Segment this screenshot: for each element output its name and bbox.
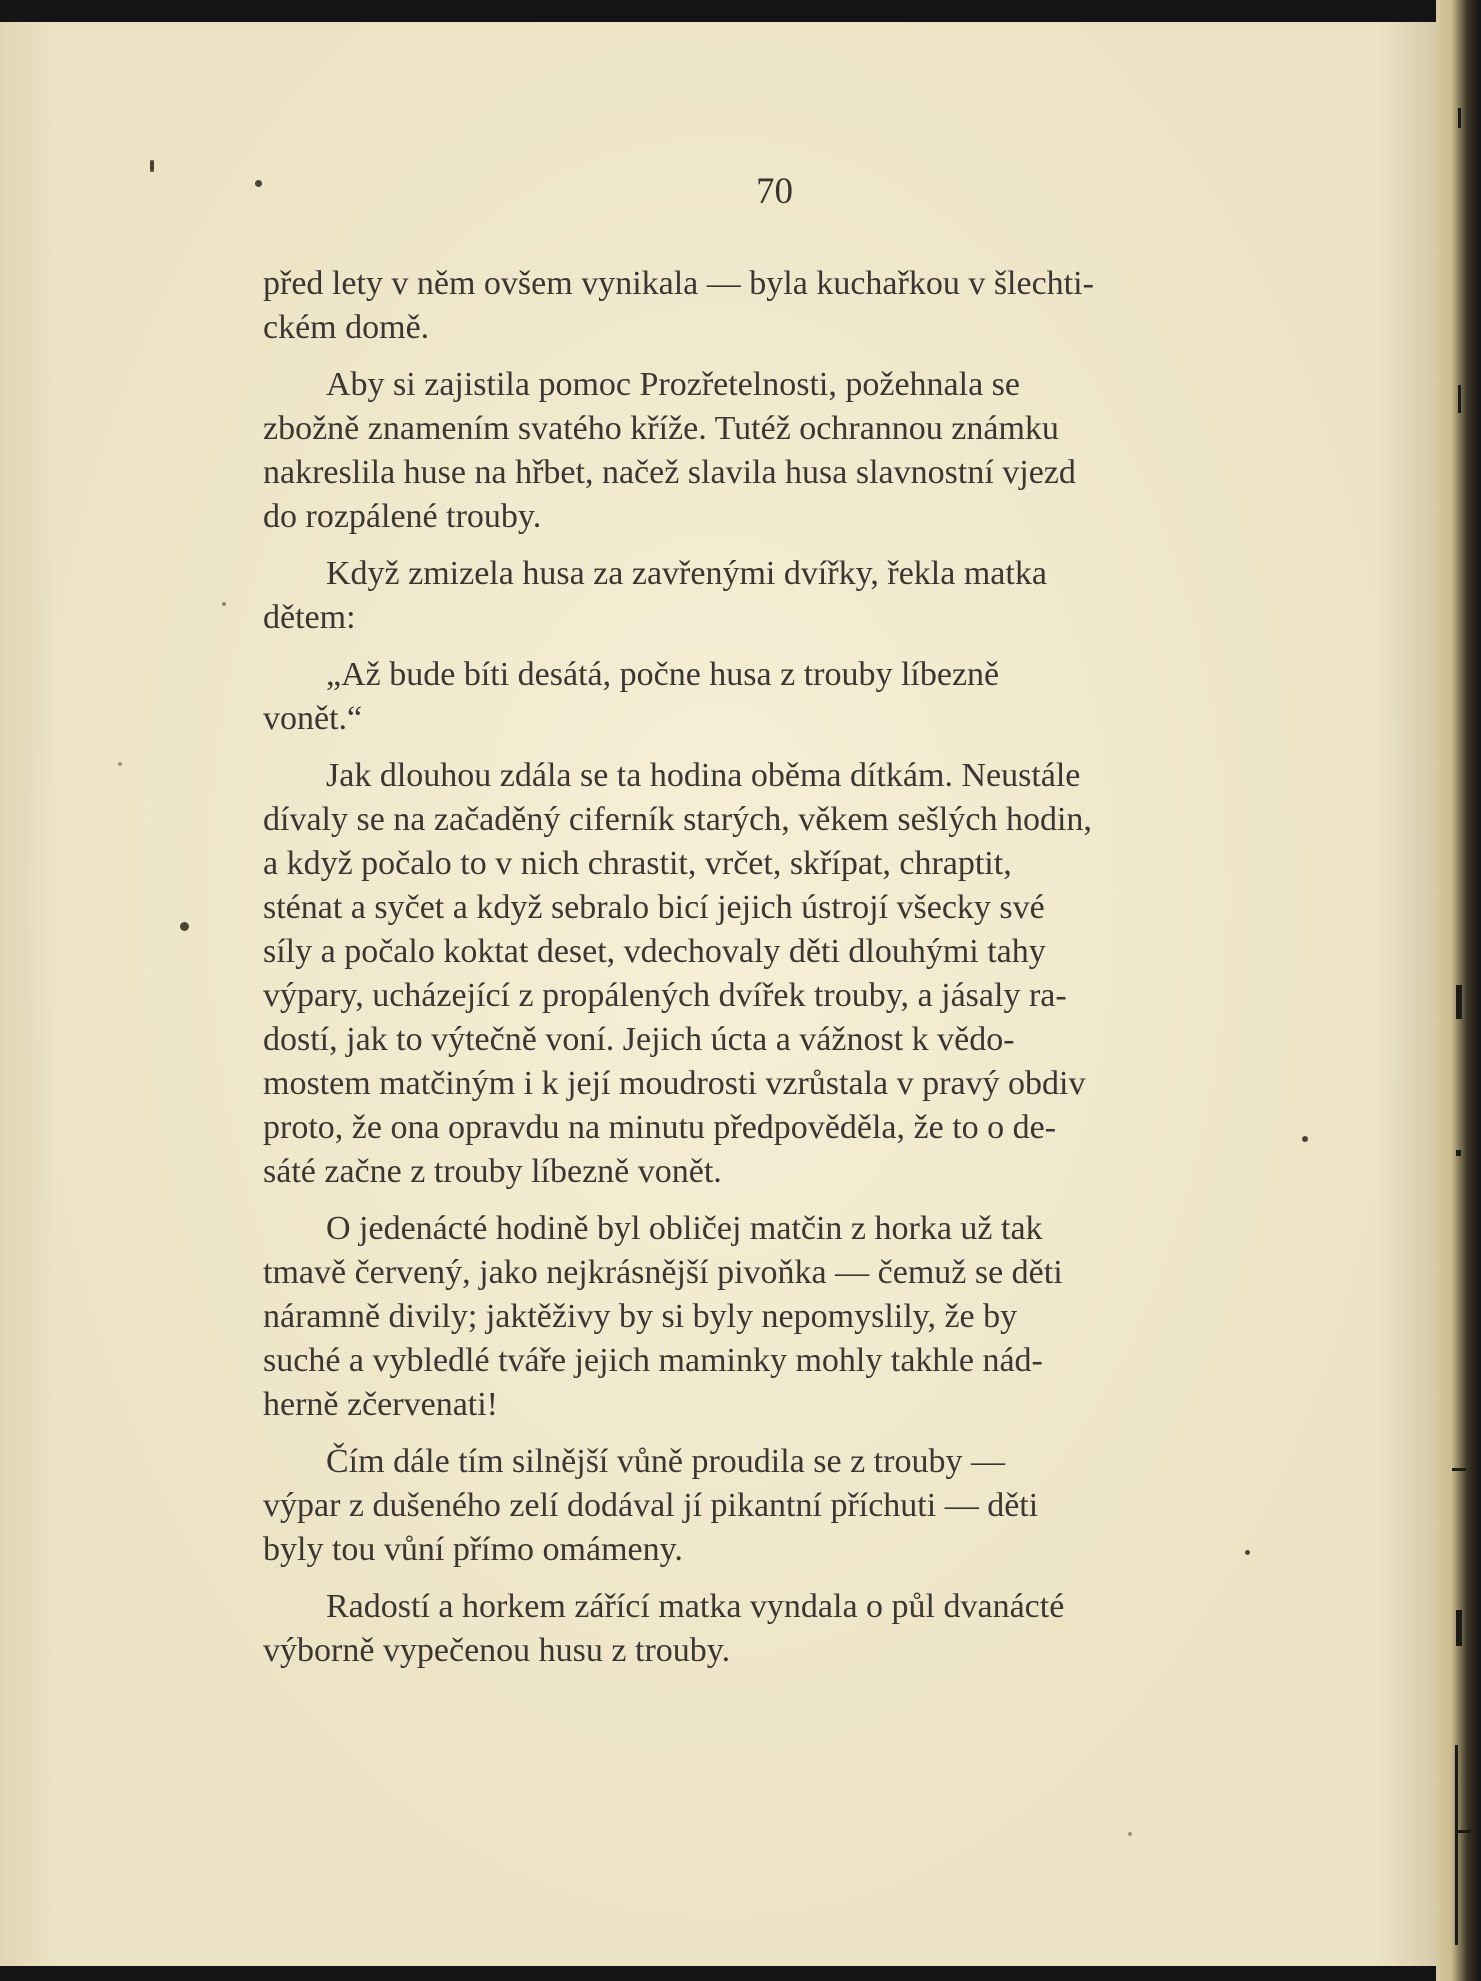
spine-mark (1455, 1745, 1458, 1945)
scan-speck (1302, 1136, 1308, 1142)
spine-mark (1455, 1830, 1471, 1833)
scan-speck (255, 180, 262, 187)
scan-speck (180, 922, 189, 931)
scan-speck (1128, 1832, 1132, 1836)
spine-mark (1458, 385, 1461, 413)
paragraph-3: Když zmizela husa za zavřenými dvířky, řekla matka dětem: (263, 555, 1047, 636)
paragraph-8: Radostí a horkem zářící matka vyndala o půl dvanácté výborně vypečenou husu z trouby. (263, 1588, 1065, 1669)
paragraph-4: „Až bude bíti desátá, počne husa z trouby líbezně vonět.“ (263, 656, 1000, 737)
book-spine-edge (1436, 0, 1481, 1981)
body-text (263, 262, 1283, 1686)
spine-mark (1456, 985, 1462, 1019)
scan-speck (1245, 1550, 1250, 1555)
spine-mark (1452, 1468, 1466, 1471)
paragraph-5: Jak dlouhou zdála se ta hodina oběma dítkám. Neustále dívaly se na začaděný ciferník starých, věkem sešlých hodin, a když počalo to v nich chrastit, vrčet, skřípat, chraptit, sténat a syčet a když sebralo bicí jejich ústrojí všecky své síly a počalo koktat deset, vdechovaly děti dlouhými tahy výpary, ucházející z propálených dvířek trouby, a jásaly ra- dostí, jak to výtečně voní. Jejich úcta a vážnost k vědo- mostem matčiným i k její moudrosti vzrůstala v pravý obdiv proto, že ona opravdu na minutu předpověděla, že to o de- sáté začne z trouby líbezně vonět. (263, 757, 1092, 1190)
spine-mark (1458, 108, 1461, 128)
scan-speck (150, 160, 154, 172)
spine-mark (1456, 1610, 1462, 1646)
paragraph-6: O jedenácté hodině byl obličej matčin z horka už tak tmavě červený, jako nejkrásnější pivoňka — čemuž se děti náramně divily; jaktěživy by si byly nepomyslily, že by suché a vybledlé tváře jejich maminky mohly takhle nád- herně zčervenati! (263, 1210, 1063, 1423)
paper-sheet (0, 22, 1436, 1966)
paragraph-1: před lety v něm ovšem vynikala — byla kuchařkou v šlechti- ckém domě. (263, 265, 1094, 346)
page-number: 70 (756, 171, 793, 212)
scan-speck (222, 602, 226, 606)
paragraph-7: Čím dále tím silnější vůně proudila se z trouby — výpar z dušeného zelí dodával jí pikantní příchuti — děti byly tou vůní přímo omámeny. (263, 1443, 1039, 1568)
scan-speck (118, 762, 122, 766)
paragraph-2: Aby si zajistila pomoc Prozřetelnosti, požehnala se zbožně znamením svatého kříže. Tutéž ochrannou známku nakreslila huse na hřbet, načež slavila husa slavnostní vjezd do rozpálené trouby. (263, 366, 1076, 535)
spine-mark (1456, 1150, 1461, 1156)
